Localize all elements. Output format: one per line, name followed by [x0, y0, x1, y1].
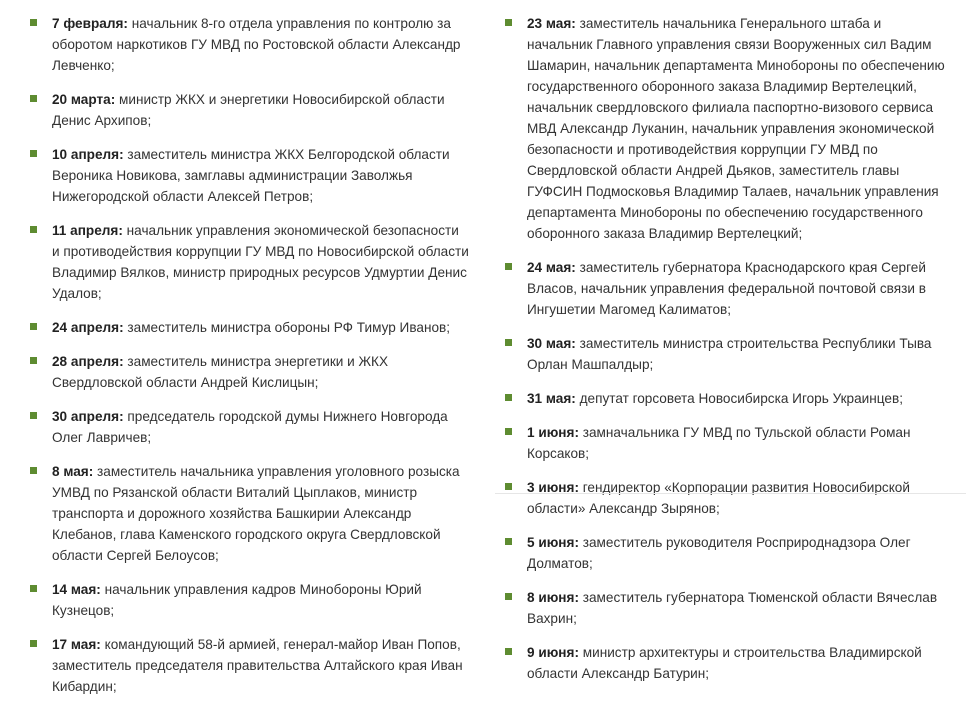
item-text: заместитель начальника управления уголовного розыска УМВД по Рязанской области Виталий Цыплаков, министр транспорта и дорожного хозяйства Башкирии Александр Клебанов, глава Каменского городского округа Свердловской области Сергей Белоусов; [52, 464, 460, 563]
item-text: заместитель начальника Генерального штаба и начальник Главного управления связи Вооруженных сил Вадим Шамарин, начальник департамента Минобороны по обеспечению государственного оборонного заказа Владимир Вертелецкий, начальник свердловского филиала паспортно-визового сервиса МВД Александр Луканин, начальник управления экономической безопасности и противодействия коррупции ГУ МВД по Свердловской области Андрей Дьяков, заместитель главы ГУФСИН Подмосковья Владимир Талаев, начальник управления департамента Минобороны по обеспечению государственного оборонного заказа Владимир Вертелецкий; [527, 16, 945, 241]
list-item [505, 13, 945, 244]
list-item [505, 532, 945, 574]
item-text: депутат горсовета Новосибирска Игорь Украинцев; [579, 391, 903, 406]
item-text: заместитель губернатора Тюменской области Вячеслав Вахрин; [527, 590, 938, 626]
item-text: заместитель министра строительства Республики Тыва Орлан Машпалдыр; [527, 336, 932, 372]
date-separator: : [574, 425, 579, 440]
list-item [505, 587, 945, 629]
list-item [30, 220, 470, 304]
item-text: министр архитектуры и строительства Владимирской области Александр Батурин; [527, 645, 922, 681]
item-date: 8 июня [527, 590, 575, 605]
square-bullet-icon [505, 593, 512, 600]
item-text: начальник управления экономической безопасности и противодействия коррупции ГУ МВД по Новосибирской области Владимир Вялков, министр природных ресурсов Удмуртии Денис Удалов; [52, 223, 469, 301]
square-bullet-icon [30, 412, 37, 419]
item-date: 11 апреля [52, 223, 119, 238]
square-bullet-icon [505, 394, 512, 401]
date-separator: : [574, 645, 579, 660]
item-date: 23 мая [527, 16, 572, 31]
item-text: начальник управления кадров Минобороны Юрий Кузнецов; [52, 582, 422, 618]
item-date: 3 июня [527, 480, 575, 495]
item-date: 17 мая [52, 637, 97, 652]
item-date: 14 мая [52, 582, 97, 597]
item-text: начальник 8-го отдела управления по контролю за оборотом наркотиков ГУ МВД по Ростовской области Александр Левченко; [52, 16, 461, 73]
date-separator: : [119, 409, 124, 424]
item-text: заместитель руководителя Росприроднадзора Олег Долматов; [527, 535, 911, 571]
date-separator: : [571, 16, 576, 31]
square-bullet-icon [505, 483, 512, 490]
item-text: командующий 58-й армией, генерал-майор Иван Попов, заместитель председателя правительства Алтайского края Иван Кибардин; [52, 637, 463, 694]
list-item [30, 634, 470, 697]
list-item [505, 422, 945, 464]
date-separator: : [88, 464, 94, 479]
list-item [505, 642, 945, 684]
date-separator: : [123, 16, 128, 31]
square-bullet-icon [30, 150, 37, 157]
square-bullet-icon [505, 648, 512, 655]
square-bullet-icon [505, 428, 512, 435]
item-date: 8 мая [52, 464, 89, 479]
item-date: 7 февраля [52, 16, 124, 31]
date-separator: : [574, 480, 579, 495]
square-bullet-icon [30, 357, 37, 364]
square-bullet-icon [30, 19, 37, 26]
list-item [30, 144, 470, 207]
item-date: 10 апреля [52, 147, 120, 162]
list-item [30, 317, 470, 338]
item-date: 24 апреля [52, 320, 120, 335]
item-date: 20 марта [52, 92, 111, 107]
list-item [505, 477, 945, 519]
item-text: замначальника ГУ МВД по Тульской области Роман Корсаков; [527, 425, 911, 461]
item-date: 1 июня [527, 425, 575, 440]
date-separator: : [571, 336, 576, 351]
date-separator: : [574, 590, 579, 605]
item-date: 30 мая [527, 336, 572, 351]
square-bullet-icon [30, 585, 37, 592]
list-item [30, 579, 470, 621]
item-text: министр ЖКХ и энергетики Новосибирской области Денис Архипов; [52, 92, 445, 128]
date-separator: : [96, 637, 101, 652]
square-bullet-icon [505, 339, 512, 346]
right-column [505, 0, 945, 697]
item-date: 5 июня [527, 535, 575, 550]
square-bullet-icon [505, 538, 512, 545]
list-item [505, 388, 945, 409]
item-date: 28 апреля [52, 354, 120, 369]
square-bullet-icon [30, 323, 37, 330]
item-date: 31 мая [527, 391, 572, 406]
date-separator: : [119, 147, 124, 162]
date-separator: : [96, 582, 101, 597]
date-separator: : [119, 320, 124, 335]
item-date: 30 апреля [52, 409, 120, 424]
arrests-list-left [30, 0, 470, 697]
item-text: заместитель министра энергетики и ЖКХ Свердловской области Андрей Кислицын; [52, 354, 389, 390]
list-item [30, 406, 470, 448]
list-item [30, 351, 470, 393]
date-separator: : [110, 92, 116, 107]
list-item [30, 13, 470, 76]
date-separator: : [118, 223, 123, 238]
square-bullet-icon [505, 263, 512, 270]
item-text: заместитель министра обороны РФ Тимур Иванов; [127, 320, 451, 335]
date-separator: : [571, 391, 576, 406]
item-text: заместитель министра ЖКХ Белгородской области Вероника Новикова, замглавы администрации Заволжья Нижегородской области Алексей Петров; [52, 147, 450, 204]
list-item [30, 461, 470, 566]
date-separator: : [119, 354, 124, 369]
item-date: 9 июня [527, 645, 575, 660]
list-item [505, 333, 945, 375]
square-bullet-icon [30, 467, 37, 474]
square-bullet-icon [30, 95, 37, 102]
square-bullet-icon [505, 19, 512, 26]
square-bullet-icon [30, 226, 37, 233]
item-text: гендиректор «Корпорации развития Новосибирской области» Александр Зырянов; [527, 480, 910, 516]
arrests-list-right [505, 0, 945, 684]
left-column [30, 0, 470, 710]
square-bullet-icon [30, 640, 37, 647]
list-item [30, 89, 470, 131]
list-item [505, 257, 945, 320]
item-text: председатель городской думы Нижнего Новгорода Олег Лавричев; [52, 409, 448, 445]
divider [495, 493, 966, 494]
item-text: заместитель губернатора Краснодарского края Сергей Власов, начальник управления федеральной почтовой связи в Ингушетии Магомед Калиматов; [527, 260, 926, 317]
date-separator: : [574, 535, 579, 550]
date-separator: : [571, 260, 576, 275]
item-date: 24 мая [527, 260, 572, 275]
